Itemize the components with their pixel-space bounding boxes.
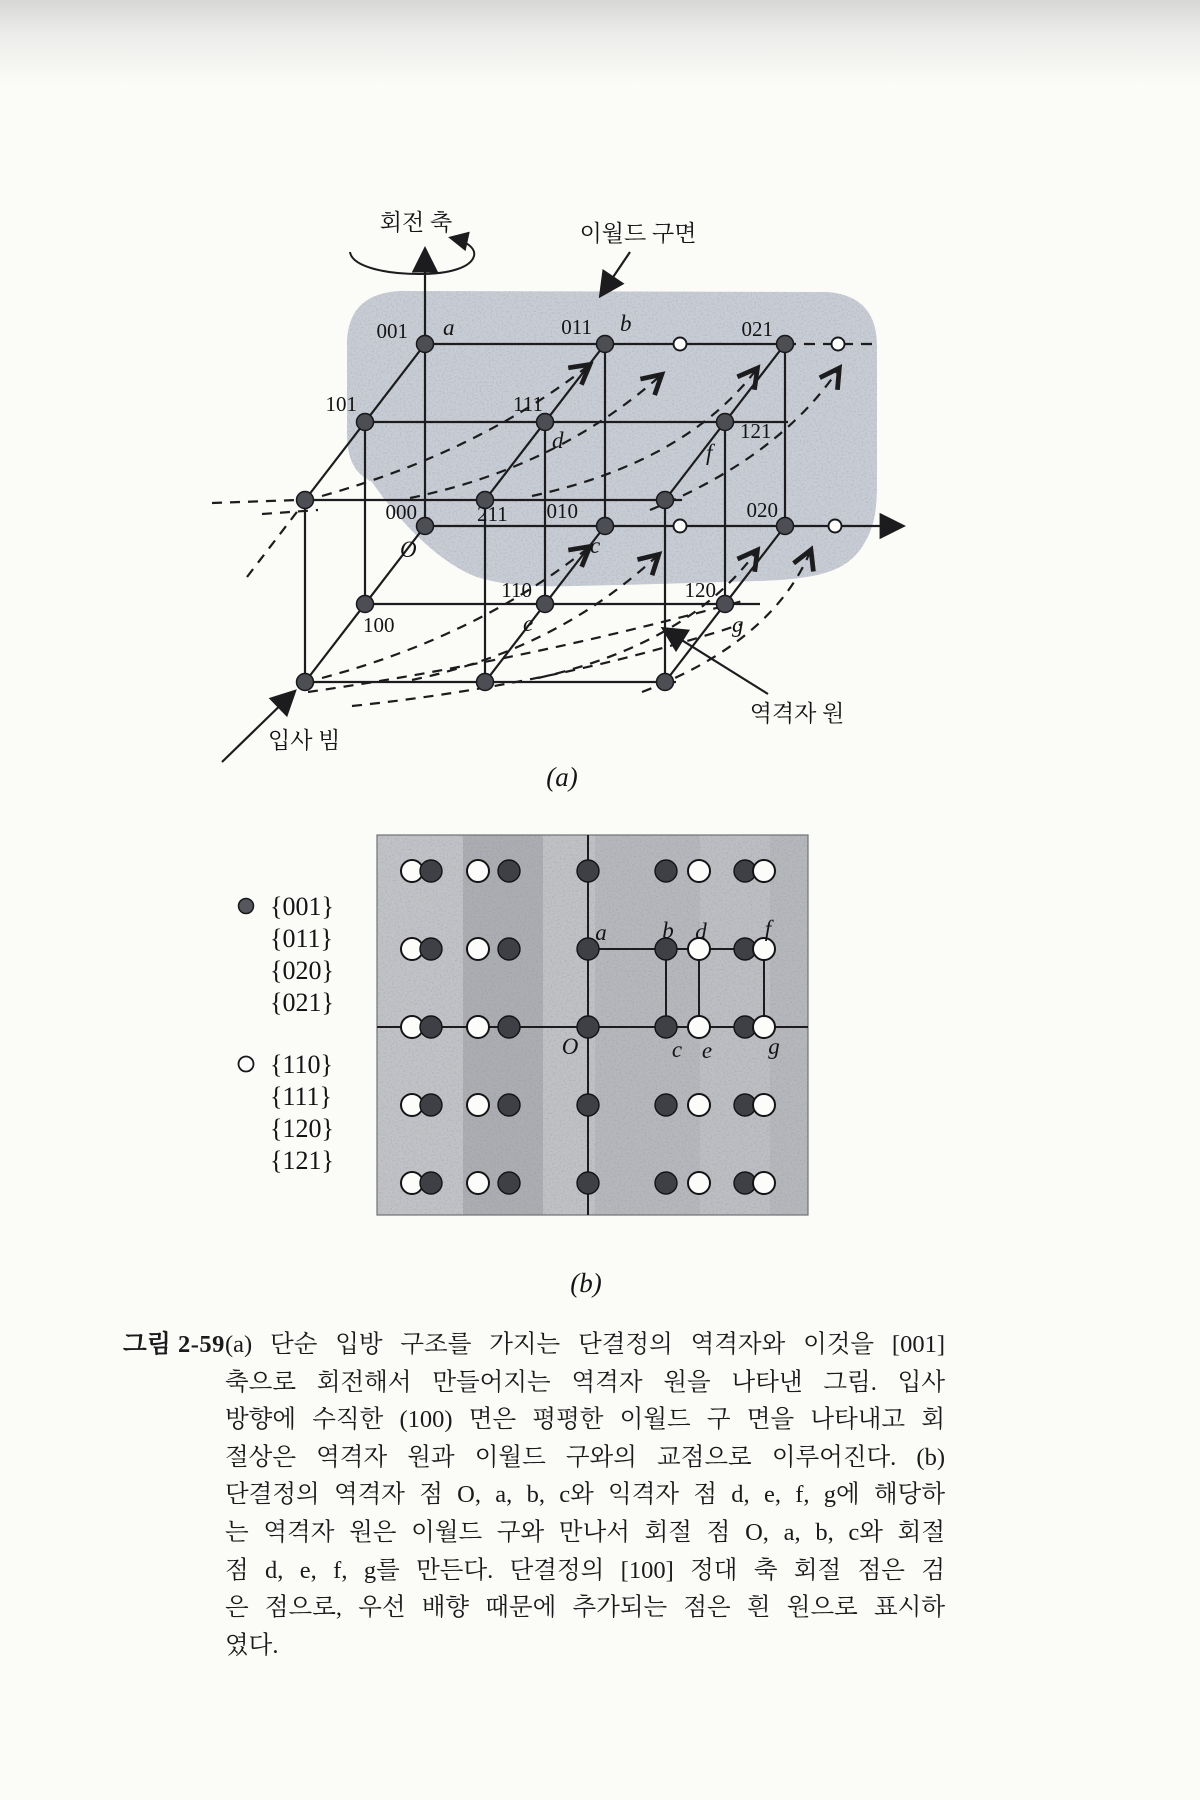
miller-101: 101 (325, 392, 357, 416)
ewald-sphere-label: 이월드 구면 (579, 221, 697, 246)
letter-g: g (732, 612, 744, 637)
filled-spot (577, 1094, 599, 1116)
b-letter-c: c (671, 1037, 683, 1062)
miller-000: 000 (385, 500, 417, 524)
letter-f: f (706, 440, 713, 465)
letter-a: a (443, 315, 455, 340)
legend-filled-item: {020} (270, 956, 334, 985)
open-spot (753, 1172, 775, 1194)
legend-filled-item: {021} (270, 988, 334, 1017)
legend-open-item: {111} (270, 1082, 333, 1111)
filled-spot (655, 1094, 677, 1116)
b-letter-d: d (695, 919, 707, 944)
open-spot (688, 1172, 710, 1194)
miller-100: 100 (363, 613, 395, 637)
figure-caption (123, 1326, 945, 1664)
filled-spot (577, 1172, 599, 1194)
letter-c: c (590, 533, 601, 558)
filled-spot (498, 1016, 520, 1038)
open-spot (467, 938, 489, 960)
figure-a-sublabel: (a) (546, 762, 578, 792)
letter-b: b (620, 311, 632, 336)
filled-spot (655, 1016, 677, 1038)
filled-spot (498, 1094, 520, 1116)
filled-spot (420, 1016, 442, 1038)
figure-b-diffraction-pattern (180, 820, 860, 1310)
open-spot (688, 1016, 710, 1038)
miller-001: 001 (376, 319, 408, 343)
open-circle-icon (239, 1057, 254, 1072)
caption-line: 는 역격자 원은 이월드 구와 만나서 회절 점 O, a, b, c와 회절 (225, 1518, 945, 1546)
open-spot (753, 938, 775, 960)
legend-open-item: {110} (270, 1050, 333, 1079)
caption-line: 점 d, e, f, g를 만든다. 단결정의 [100] 정대 축 회절 점은 검 (225, 1556, 945, 1584)
legend-open-group (239, 1050, 334, 1175)
caption-line: 은 점으로, 우선 배향 때문에 추가되는 점은 흰 원으로 표시하 (225, 1594, 945, 1622)
open-spot (467, 860, 489, 882)
filled-spot (577, 860, 599, 882)
miller-010: 010 (546, 499, 578, 523)
miller-111: 111 (513, 392, 543, 416)
miller-211: 211 (477, 502, 508, 526)
rotation-axis-label: 회전 축 (379, 210, 453, 235)
miller-120: 120 (684, 578, 716, 602)
filled-spot (577, 1016, 599, 1038)
letter-e: e (523, 611, 534, 636)
ewald-sphere-region (340, 284, 885, 594)
filled-spot (498, 1172, 520, 1194)
filled-spot (655, 1172, 677, 1194)
b-letter-a: a (595, 920, 607, 945)
caption-line: 절상은 역격자 원과 이월드 구와의 교점으로 이루어진다. (b) (225, 1443, 945, 1471)
letter-d: d (552, 428, 564, 453)
filled-spot (420, 938, 442, 960)
incident-beam-label: 입사 빔 (268, 728, 341, 753)
legend-open-item: {120} (270, 1114, 334, 1143)
letter-O: O (400, 537, 417, 562)
b-letter-b: b (662, 918, 674, 943)
filled-spot (498, 860, 520, 882)
caption-line: 축으로 회전해서 만들어지는 역격자 원을 나타낸 그림. 입사 (225, 1368, 945, 1396)
caption-line: 단결정의 역격자 점 O, a, b, c와 익격자 점 d, e, f, g에 해당하 (225, 1481, 945, 1509)
b-letter-g: g (768, 1034, 780, 1059)
rotation-direction-curl (350, 238, 474, 274)
miller-011: 011 (561, 315, 592, 339)
caption-line (123, 1326, 945, 1364)
filled-dot-icon (239, 899, 254, 914)
filled-spot (420, 1094, 442, 1116)
open-spot (688, 1094, 710, 1116)
open-spot (753, 1094, 775, 1116)
caption-text: (a) 단순 입방 구조를 가지는 단결정의 역격자와 이것을 [001] (225, 1331, 945, 1358)
miller-121: 121 (740, 419, 772, 443)
miller-110: 110 (501, 578, 532, 602)
filled-spot (420, 1172, 442, 1194)
ewald-label-arrow (601, 252, 630, 295)
filled-spot (655, 860, 677, 882)
open-spot (467, 1016, 489, 1038)
caption-line: 였다. (225, 1631, 279, 1659)
legend-filled-group (239, 892, 334, 1017)
legend-open-item: {121} (270, 1146, 334, 1175)
filled-spot (420, 860, 442, 882)
legend-filled-item: {011} (270, 924, 333, 953)
figure-number: 그림 2-59 (123, 1331, 225, 1358)
legend-filled-item: {001} (270, 892, 334, 921)
reciprocal-circle-label: 역격자 원 (749, 701, 845, 726)
open-spot (467, 1094, 489, 1116)
b-letter-O: O (561, 1034, 579, 1059)
figure-a-reciprocal-lattice-diagram (100, 150, 960, 810)
caption-line: 방향에 수직한 (100) 면은 평평한 이월드 구 면을 나타내고 회 (225, 1406, 945, 1434)
b-letter-f: f (764, 916, 772, 941)
b-letter-e: e (701, 1038, 713, 1063)
open-spot (688, 860, 710, 882)
figure-b-sublabel: (b) (570, 1268, 602, 1298)
open-spot (467, 1172, 489, 1194)
miller-020: 020 (746, 498, 778, 522)
open-spot (753, 860, 775, 882)
filled-spot (498, 938, 520, 960)
miller-021: 021 (741, 317, 773, 341)
